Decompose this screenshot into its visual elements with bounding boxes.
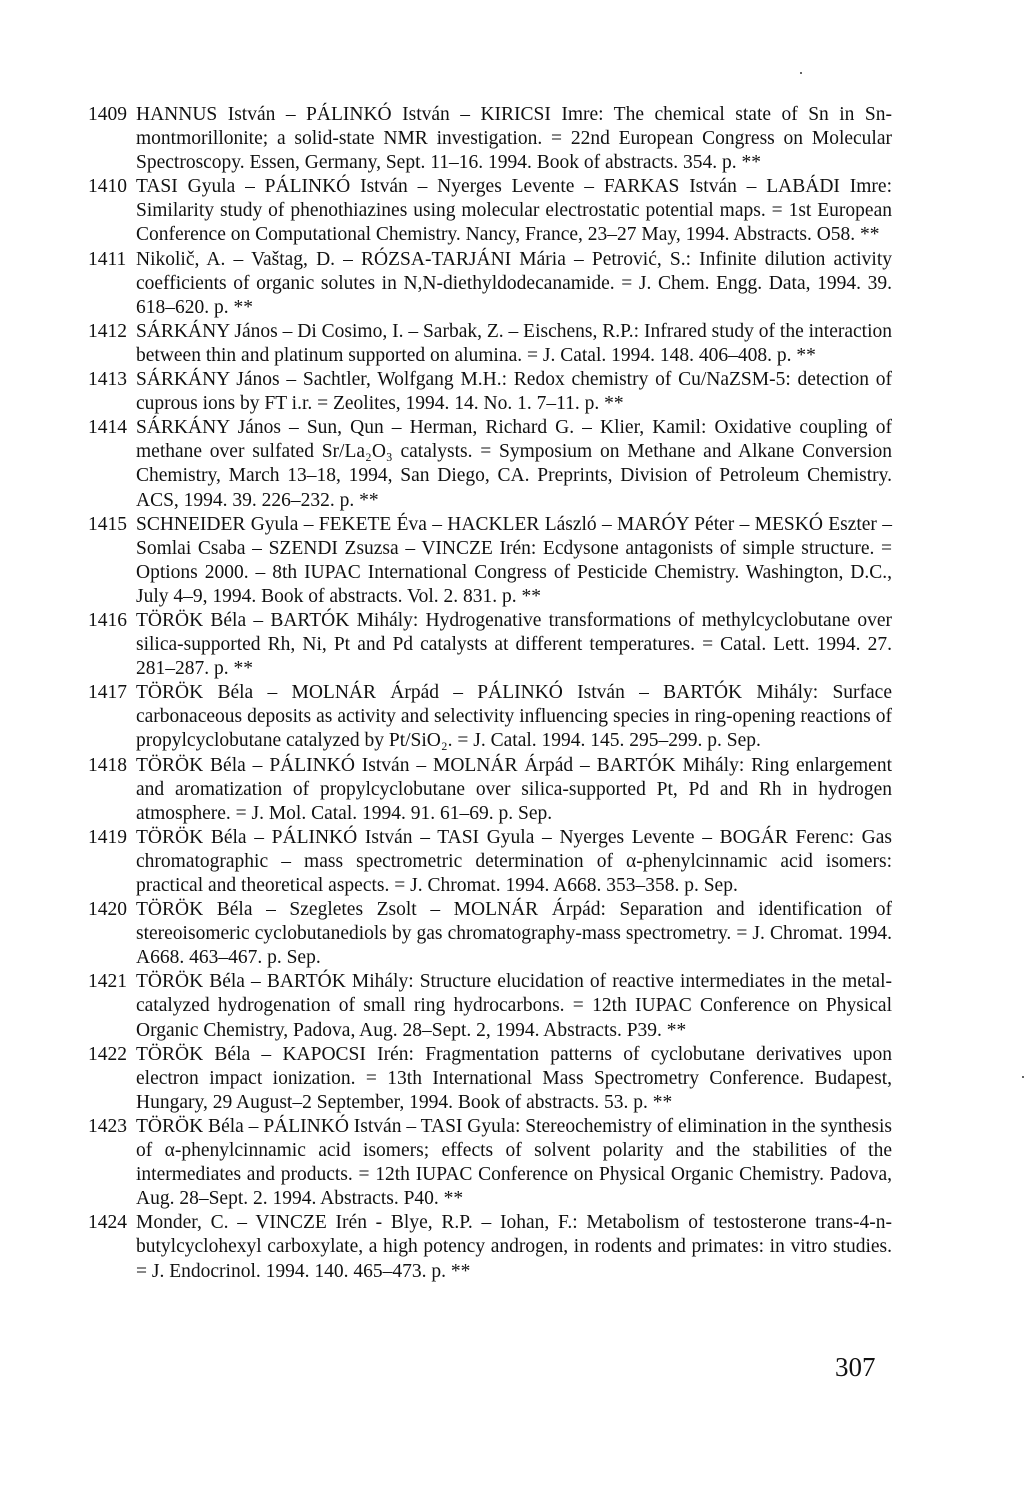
bibliography-entry	[88, 103, 892, 175]
bibliography-entry	[88, 1115, 892, 1211]
entry-text: TÖRÖK Béla – KAPOCSI Irén: Fragmentation patterns of cyclobutane derivatives upon electron impact ionization. = 13th International Mass Spectrometry Conference. Budapest, Hungary, 29 August–2 September, 1994. Book of abstracts. 53. p. **	[136, 1043, 892, 1113]
bibliography-entry	[88, 368, 892, 416]
entry-text: TÖRÖK Béla – PÁLINKÓ István – TASI Gyula – Nyerges Levente – BOGÁR Ferenc: Gas chromatographic – mass spectrometric determination of α-phenylcinnamic acid isomers: practical and theoretical aspects. = J. Chromat. 1994. A668. 353–358. p. Sep.	[136, 826, 892, 896]
entry-number: 1414	[88, 417, 127, 439]
bibliography-entry	[88, 320, 892, 368]
bibliography-list	[88, 103, 892, 1284]
entry-text: TASI Gyula – PÁLINKÓ István – Nyerges Levente – FARKAS István – LABÁDI Imre: Similarity study of phenothiazines using molecular electrostatic potential maps. = 1st European Conference on Computational Chemistry. Nancy, France, 23–27 May, 1994. Abstracts. O58. **	[136, 176, 892, 246]
bibliography-entry	[88, 175, 892, 247]
bibliography-entry	[88, 681, 892, 753]
bibliography-entry	[88, 609, 892, 681]
entry-text: SCHNEIDER Gyula – FEKETE Éva – HACKLER László – MARÓY Péter – MESKÓ Eszter – Somlai Csaba – SZENDI Zsuzsa – VINCZE Irén: Ecdysone antagonists of simple structure. = Options 2000. – 8th IUPAC International Congress of Pesticide Chemistry. Washington, D.C., July 4–9, 1994. Book of abstracts. Vol. 2. 831. p. **	[136, 513, 892, 607]
entry-number: 1409	[88, 104, 127, 125]
entry-text: TÖRÖK Béla – BARTÓK Mihály: Structure elucidation of reactive intermediates in the metal-catalyzed hydrogenation of small ring hydrocarbons. = 12th IUPAC Conference on Physical Organic Chemistry, Padova, Aug. 28–Sept. 2, 1994. Abstracts. P39. **	[136, 971, 892, 1041]
page-number: 307	[835, 1352, 876, 1382]
entry-number: 1413	[88, 369, 127, 391]
entry-number: 1421	[88, 971, 127, 993]
entry-number: 1418	[88, 754, 127, 776]
entry-number: 1417	[88, 682, 127, 704]
bibliography-entry	[88, 970, 892, 1042]
entry-number: 1412	[88, 320, 127, 342]
entry-number: 1424	[88, 1212, 127, 1234]
bibliography-entry	[88, 248, 892, 320]
entry-text: SÁRKÁNY János – Sun, Qun – Herman, Richard G. – Klier, Kamil: Oxidative coupling of methane over sulfated Sr/La₂O₃ catalysts. = Symposium on Methane and Alkane Conversion Chemistry, March 13–18, 1994, San Diego, CA. Preprints, Division of Petroleum Chemistry. ACS, 1994. 39. 226–232. p. **	[136, 417, 892, 511]
scan-speck	[800, 72, 802, 74]
entry-text: HANNUS István – PÁLINKÓ István – KIRICSI Imre: The chemical state of Sn in Sn-montmorillonite; a solid-state NMR investigation. = 22nd European Congress on Molecular Spectroscopy. Essen, Germany, Sept. 11–16. 1994. Book of abstracts. 354. p. **	[136, 104, 892, 174]
entry-number: 1411	[88, 248, 127, 270]
bibliography-entry	[88, 1211, 892, 1283]
entry-text: TÖRÖK Béla – BARTÓK Mihály: Hydrogenative transformations of methylcyclobutane over silica-supported Rh, Ni, Pt and Pd catalysts at different temperatures. = Catal. Lett. 1994. 27. 281–287. p. **	[136, 609, 892, 680]
entry-number: 1415	[88, 513, 127, 535]
entry-text: TÖRÖK Béla – MOLNÁR Árpád – PÁLINKÓ István – BARTÓK Mihály: Surface carbonaceous deposits as activity and selectivity influencing species in ring-opening reactions of propylcyclobutane catalyzed by Pt/SiO₂. = J. Catal. 1994. 145. 295–299. p. Sep.	[136, 682, 892, 752]
entry-number: 1410	[88, 176, 127, 198]
entry-text: SÁRKÁNY János – Sachtler, Wolfgang M.H.: Redox chemistry of Cu/NaZSM-5: detection of cuprous ions by FT i.r. = Zeolites, 1994. 14. No. 1. 7–11. p. **	[136, 369, 892, 415]
entry-text: Nikolič, A. – Vaštag, D. – RÓZSA-TARJÁNI Mária – Petrović, S.: Infinite dilution activity coefficients of organic solutes in N,N-diethyldodecanamide. = J. Chem. Engg. Data, 1994. 39. 618–620. p. **	[136, 248, 892, 318]
bibliography-entry	[88, 826, 892, 898]
bibliography-entry	[88, 898, 892, 970]
entry-text: SÁRKÁNY János – Di Cosimo, I. – Sarbak, Z. – Eischens, R.P.: Infrared study of the interaction between thin and platinum supported on alumina. = J. Catal. 1994. 148. 406–408. p. **	[136, 320, 892, 366]
bibliography-entry	[88, 1043, 892, 1115]
entry-number: 1423	[88, 1115, 127, 1137]
entry-number: 1416	[88, 609, 127, 631]
entry-text: Monder, C. – VINCZE Irén - Blye, R.P. – Iohan, F.: Metabolism of testosterone trans-4-n-butylcyclohexyl carboxylate, a high potency androgen, in rodents and primates: in vitro studies. = J. Endocrinol. 1994. 140. 465–473. p. **	[136, 1212, 892, 1282]
entry-text: TÖRÖK Béla – PÁLINKÓ István – TASI Gyula: Stereochemistry of elimination in the synthesis of α-phenylcinnamic acid isomers; effects of solvent polarity and the stabilities of the intermediates and products. = 12th IUPAC Conference on Physical Organic Chemistry. Padova, Aug. 28–Sept. 2. 1994. Abstracts. P40. **	[136, 1115, 892, 1210]
bibliography-entry	[88, 754, 892, 826]
entry-text: TÖRÖK Béla – Szegletes Zsolt – MOLNÁR Árpád: Separation and identification of stereoisomeric cyclobutanediols by gas chromatography-mass spectrometry. = J. Chromat. 1994. A668. 463–467. p. Sep.	[136, 899, 892, 969]
entry-number: 1422	[88, 1043, 127, 1065]
bibliography-entry	[88, 416, 892, 512]
entry-text: TÖRÖK Béla – PÁLINKÓ István – MOLNÁR Árpád – BARTÓK Mihály: Ring enlargement and aromatization of propylcyclobutane over silica-supported Pt, Pd and Rh in hydrogen atmosphere. = J. Mol. Catal. 1994. 91. 61–69. p. Sep.	[136, 754, 892, 824]
entry-number: 1420	[88, 899, 127, 921]
bibliography-entry	[88, 513, 892, 609]
entry-number: 1419	[88, 826, 127, 848]
